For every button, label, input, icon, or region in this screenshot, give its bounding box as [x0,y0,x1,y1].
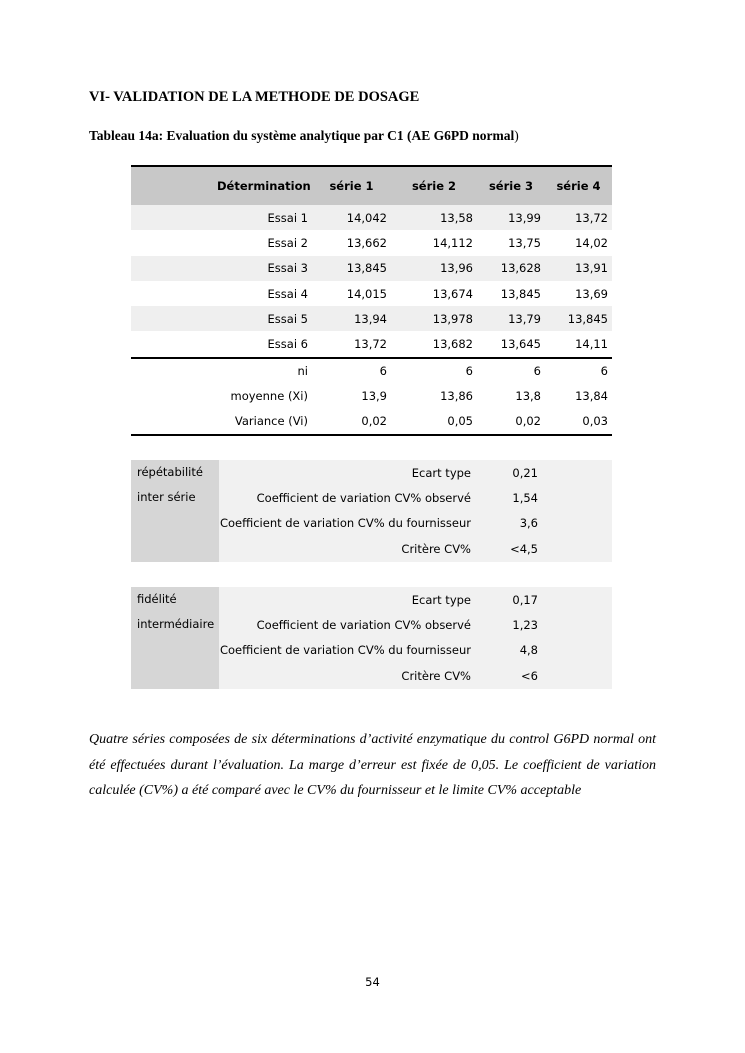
table-row [131,331,612,356]
cell-value: 14,11 [575,337,608,352]
cell-value: 13,674 [432,286,473,301]
cell-value: 13,69 [575,286,608,301]
metric-label: Coefficient de variation CV% du fournisseur [219,643,471,658]
cell-value: 6 [465,364,473,379]
header-serie-1: série 1 [329,179,374,193]
cell-value: 13,645 [500,337,541,352]
cell-value: 6 [379,364,387,379]
metric-row [219,485,612,510]
cell-value: 13,628 [500,261,541,276]
cell-value: 13,99 [508,210,541,225]
row-label: Essai 3 [267,261,308,276]
cell-value: 13,86 [440,389,473,404]
cell-value: 13,845 [346,261,387,276]
cell-value: 13,682 [432,337,473,352]
row-label: moyenne (Xi) [230,389,308,404]
row-label: ni [297,364,308,379]
repeatability-label: répétabilité inter série [131,460,219,562]
row-label: Essai 2 [267,235,308,250]
header-serie-3: série 3 [488,179,534,193]
cell-value: 13,845 [567,311,608,326]
metric-row [219,536,612,561]
row-label: Essai 4 [267,286,308,301]
metric-label: Coefficient de variation CV% du fournisseur [219,516,471,531]
row-label: Variance (Vi) [234,414,308,429]
metric-value: 4,8 [519,643,538,658]
cell-value: 13,662 [346,235,387,250]
metric-label: Ecart type [411,592,471,607]
cell-value: 14,015 [346,286,387,301]
stats-row [131,359,612,384]
table-caption [89,128,519,144]
row-label: Essai 6 [267,337,308,352]
table-row [131,281,612,306]
metric-value: <4,5 [510,541,538,556]
metric-row [219,460,612,485]
cell-value: 13,845 [500,286,541,301]
cell-value: 13,72 [575,210,608,225]
table-stats [131,357,612,436]
caption-text: Tableau 14a: Evaluation du système analytique par C1 (AE G6PD normal [89,128,515,143]
cell-value: 13,9 [361,389,387,404]
cell-value: 13,72 [354,337,387,352]
cell-value: 13,94 [354,311,387,326]
metric-label: Ecart type [411,465,471,480]
header-serie-2: série 2 [411,179,457,193]
repeatability-block [131,460,612,562]
metric-row [219,612,612,637]
stats-row [131,384,612,409]
cell-value: 13,978 [432,311,473,326]
table-row [131,256,612,281]
metric-row [219,587,612,612]
body-paragraph: Quatre séries composées de six déterminations d’activité enzymatique du control G6PD normal ont été effectuées durant l’évaluation. La marge d’erreur est fixée de 0,05. Le coefficient de variation calculée (CV%) a été comparé avec le CV% du fournisseur et le limite CV% acceptable [89,732,656,798]
row-label: Essai 1 [267,210,308,225]
table-row [131,230,612,255]
cell-value: 0,02 [515,414,541,429]
caption-tail: ) [514,128,519,143]
cell-value: 13,58 [440,210,473,225]
metric-value: 1,23 [512,617,538,632]
table-row [131,205,612,230]
table-body [131,205,612,357]
table-row [131,306,612,331]
cell-value: 13,84 [575,389,608,404]
metric-value: 3,6 [519,516,538,531]
metric-label: Coefficient de variation CV% observé [256,617,471,632]
cell-value: 13,75 [508,235,541,250]
metric-row [219,663,612,688]
header-determination: Détermination [217,179,311,193]
row-label: Essai 5 [267,311,308,326]
cell-value: 14,042 [346,210,387,225]
stats-row [131,409,612,434]
fidelity-block [131,587,612,689]
table-header-row [131,167,612,205]
metric-label: Coefficient de variation CV% observé [256,490,471,505]
cell-value: 0,05 [447,414,473,429]
metric-value: <6 [521,668,538,683]
section-heading: VI- VALIDATION DE LA METHODE DE DOSAGE [89,89,420,105]
cell-value: 13,79 [508,311,541,326]
cell-value: 6 [533,364,541,379]
results-table [131,165,612,436]
metric-value: 0,21 [512,465,538,480]
fidelity-label: fidélité intermédiaire [131,587,219,689]
header-serie-4: série 4 [556,179,601,193]
page-number: 54 [365,975,380,989]
metric-label: Critère CV% [401,668,471,683]
cell-value: 14,02 [575,235,608,250]
metric-value: 0,17 [512,592,538,607]
metric-value: 1,54 [512,490,538,505]
metric-row [219,511,612,536]
cell-value: 0,02 [361,414,387,429]
cell-value: 0,03 [582,414,608,429]
cell-value: 6 [600,364,608,379]
metric-row [219,638,612,663]
cell-value: 13,8 [515,389,541,404]
cell-value: 14,112 [432,235,473,250]
metric-label: Critère CV% [401,541,471,556]
cell-value: 13,91 [575,261,608,276]
cell-value: 13,96 [440,261,473,276]
